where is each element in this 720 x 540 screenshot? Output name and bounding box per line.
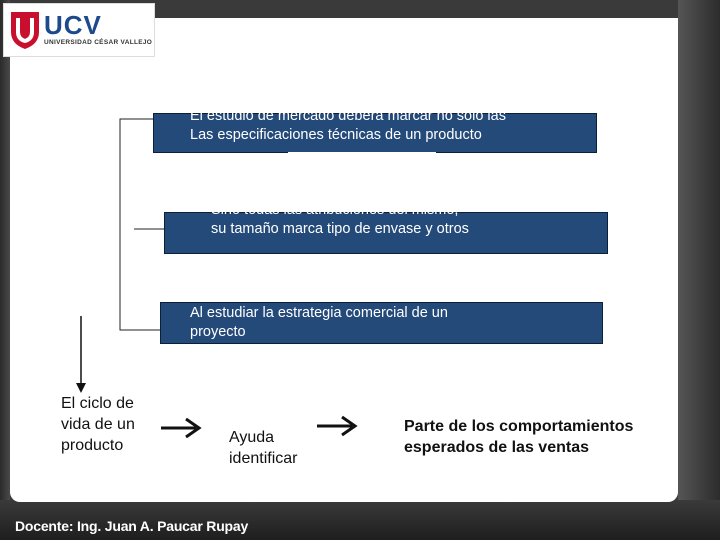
down-arrow-head	[76, 383, 86, 393]
flow-step-3-line-1: Parte de los comportamientos	[404, 418, 634, 435]
flow-step-3	[404, 416, 684, 458]
text-box-1	[153, 108, 597, 153]
flow-step-1-line-1: El ciclo de	[61, 395, 134, 412]
box-1-line-1: El estudio de mercado deberá marcar no solo las	[190, 108, 506, 124]
flow-step-2-line-2: identificar	[229, 450, 298, 467]
flow-step-2-line-1: Ayuda	[229, 429, 275, 446]
footer-instructor: Docente: Ing. Juan A. Paucar Rupay	[15, 518, 249, 534]
box-3-line-2: proyecto	[190, 324, 246, 340]
flow-step-2	[229, 427, 329, 469]
flow-step-1	[61, 393, 161, 456]
box-2-line-1: Sino todas las atribuciones del mismo,	[211, 202, 459, 218]
box-1-line-2: Las especificaciones técnicas de un producto	[190, 127, 482, 143]
flow-step-1-line-3: producto	[61, 437, 124, 454]
box-2-line-2: su tamaño marca tipo de envase y otros	[211, 221, 469, 237]
overlay-strip	[288, 152, 436, 202]
text-box-3	[160, 302, 603, 344]
right-arrow-1	[161, 419, 199, 437]
box-3-line-1: Al estudiar la estrategia comercial de un	[190, 305, 448, 321]
text-box-2	[164, 202, 608, 254]
logo-subtitle: UNIVERSIDAD CÉSAR VALLEJO	[44, 39, 153, 46]
flow-step-1-line-2: vida de un	[61, 416, 135, 433]
logo-wordmark: UCV	[44, 10, 102, 40]
flow-step-3-line-2: esperados de las ventas	[404, 439, 589, 456]
